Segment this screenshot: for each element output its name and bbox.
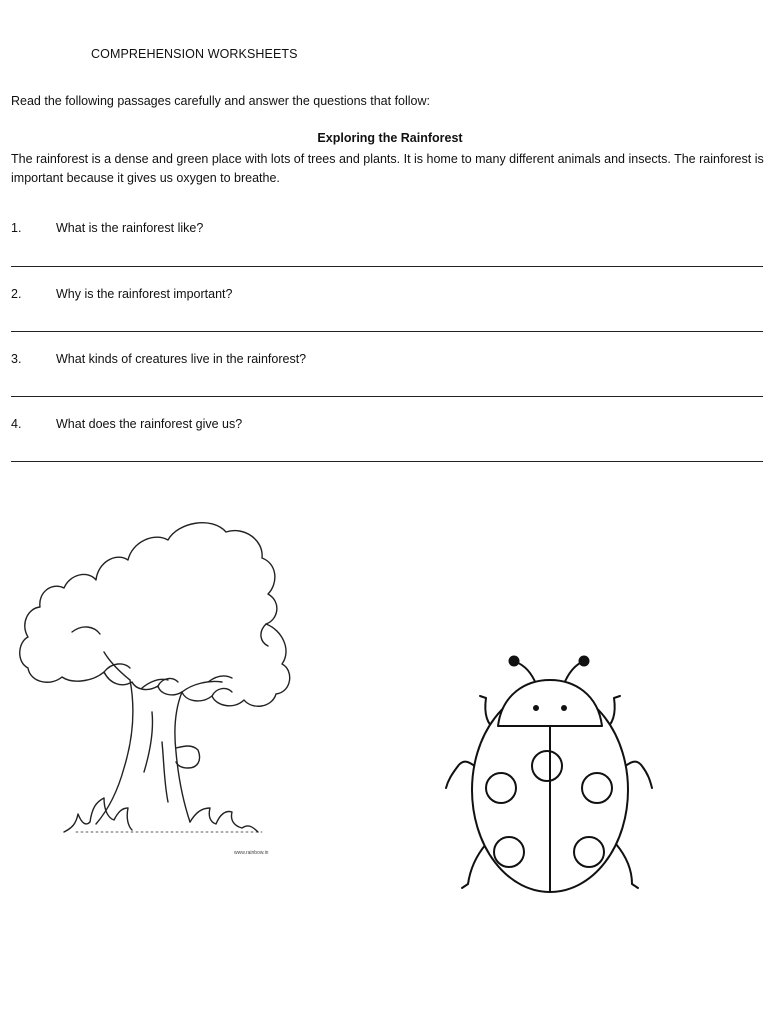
- answer-line-4[interactable]: [11, 461, 763, 462]
- right-antenna: [564, 662, 582, 684]
- answer-line-2[interactable]: [11, 331, 763, 332]
- ladybug-illustration: [440, 650, 660, 900]
- left-antenna: [516, 662, 536, 684]
- question-number: 2.: [11, 287, 22, 301]
- passage-title: Exploring the Rainforest: [317, 131, 463, 145]
- leg-back-right: [616, 844, 638, 888]
- question-4: [11, 417, 242, 431]
- question-number: 4.: [11, 417, 22, 431]
- question-1: [11, 221, 203, 235]
- worksheet-title: COMPREHENSION WORKSHEETS: [91, 47, 298, 61]
- tree-trunk: [96, 680, 190, 824]
- passage-text: The rainforest is a dense and green place with lots of trees and plants. It is home to many different animals and insects. The rainforest is important because it gives us oxygen to breathe.: [11, 152, 764, 185]
- tree-illustration: [12, 512, 312, 872]
- leg-back-left: [462, 844, 486, 888]
- tree-canopy: [20, 523, 290, 707]
- ladybug-head: [498, 680, 602, 726]
- question-text: What is the rainforest like?: [56, 221, 204, 235]
- question-number: 1.: [11, 221, 22, 235]
- answer-line-1[interactable]: [11, 266, 763, 267]
- question-2: [11, 287, 232, 301]
- grass-right: [190, 808, 258, 832]
- question-text: What does the rainforest give us?: [56, 417, 243, 431]
- question-text: Why is the rainforest important?: [56, 287, 233, 301]
- question-number: 3.: [11, 352, 22, 366]
- question-3: [11, 352, 306, 366]
- instructions-text: Read the following passages carefully and answer the questions that follow:: [11, 94, 431, 108]
- grass-left: [64, 798, 132, 832]
- answer-line-3[interactable]: [11, 396, 763, 397]
- svg-text:www.rainbow.in: www.rainbow.in: [234, 850, 269, 856]
- question-text: What kinds of creatures live in the rainforest?: [56, 352, 307, 366]
